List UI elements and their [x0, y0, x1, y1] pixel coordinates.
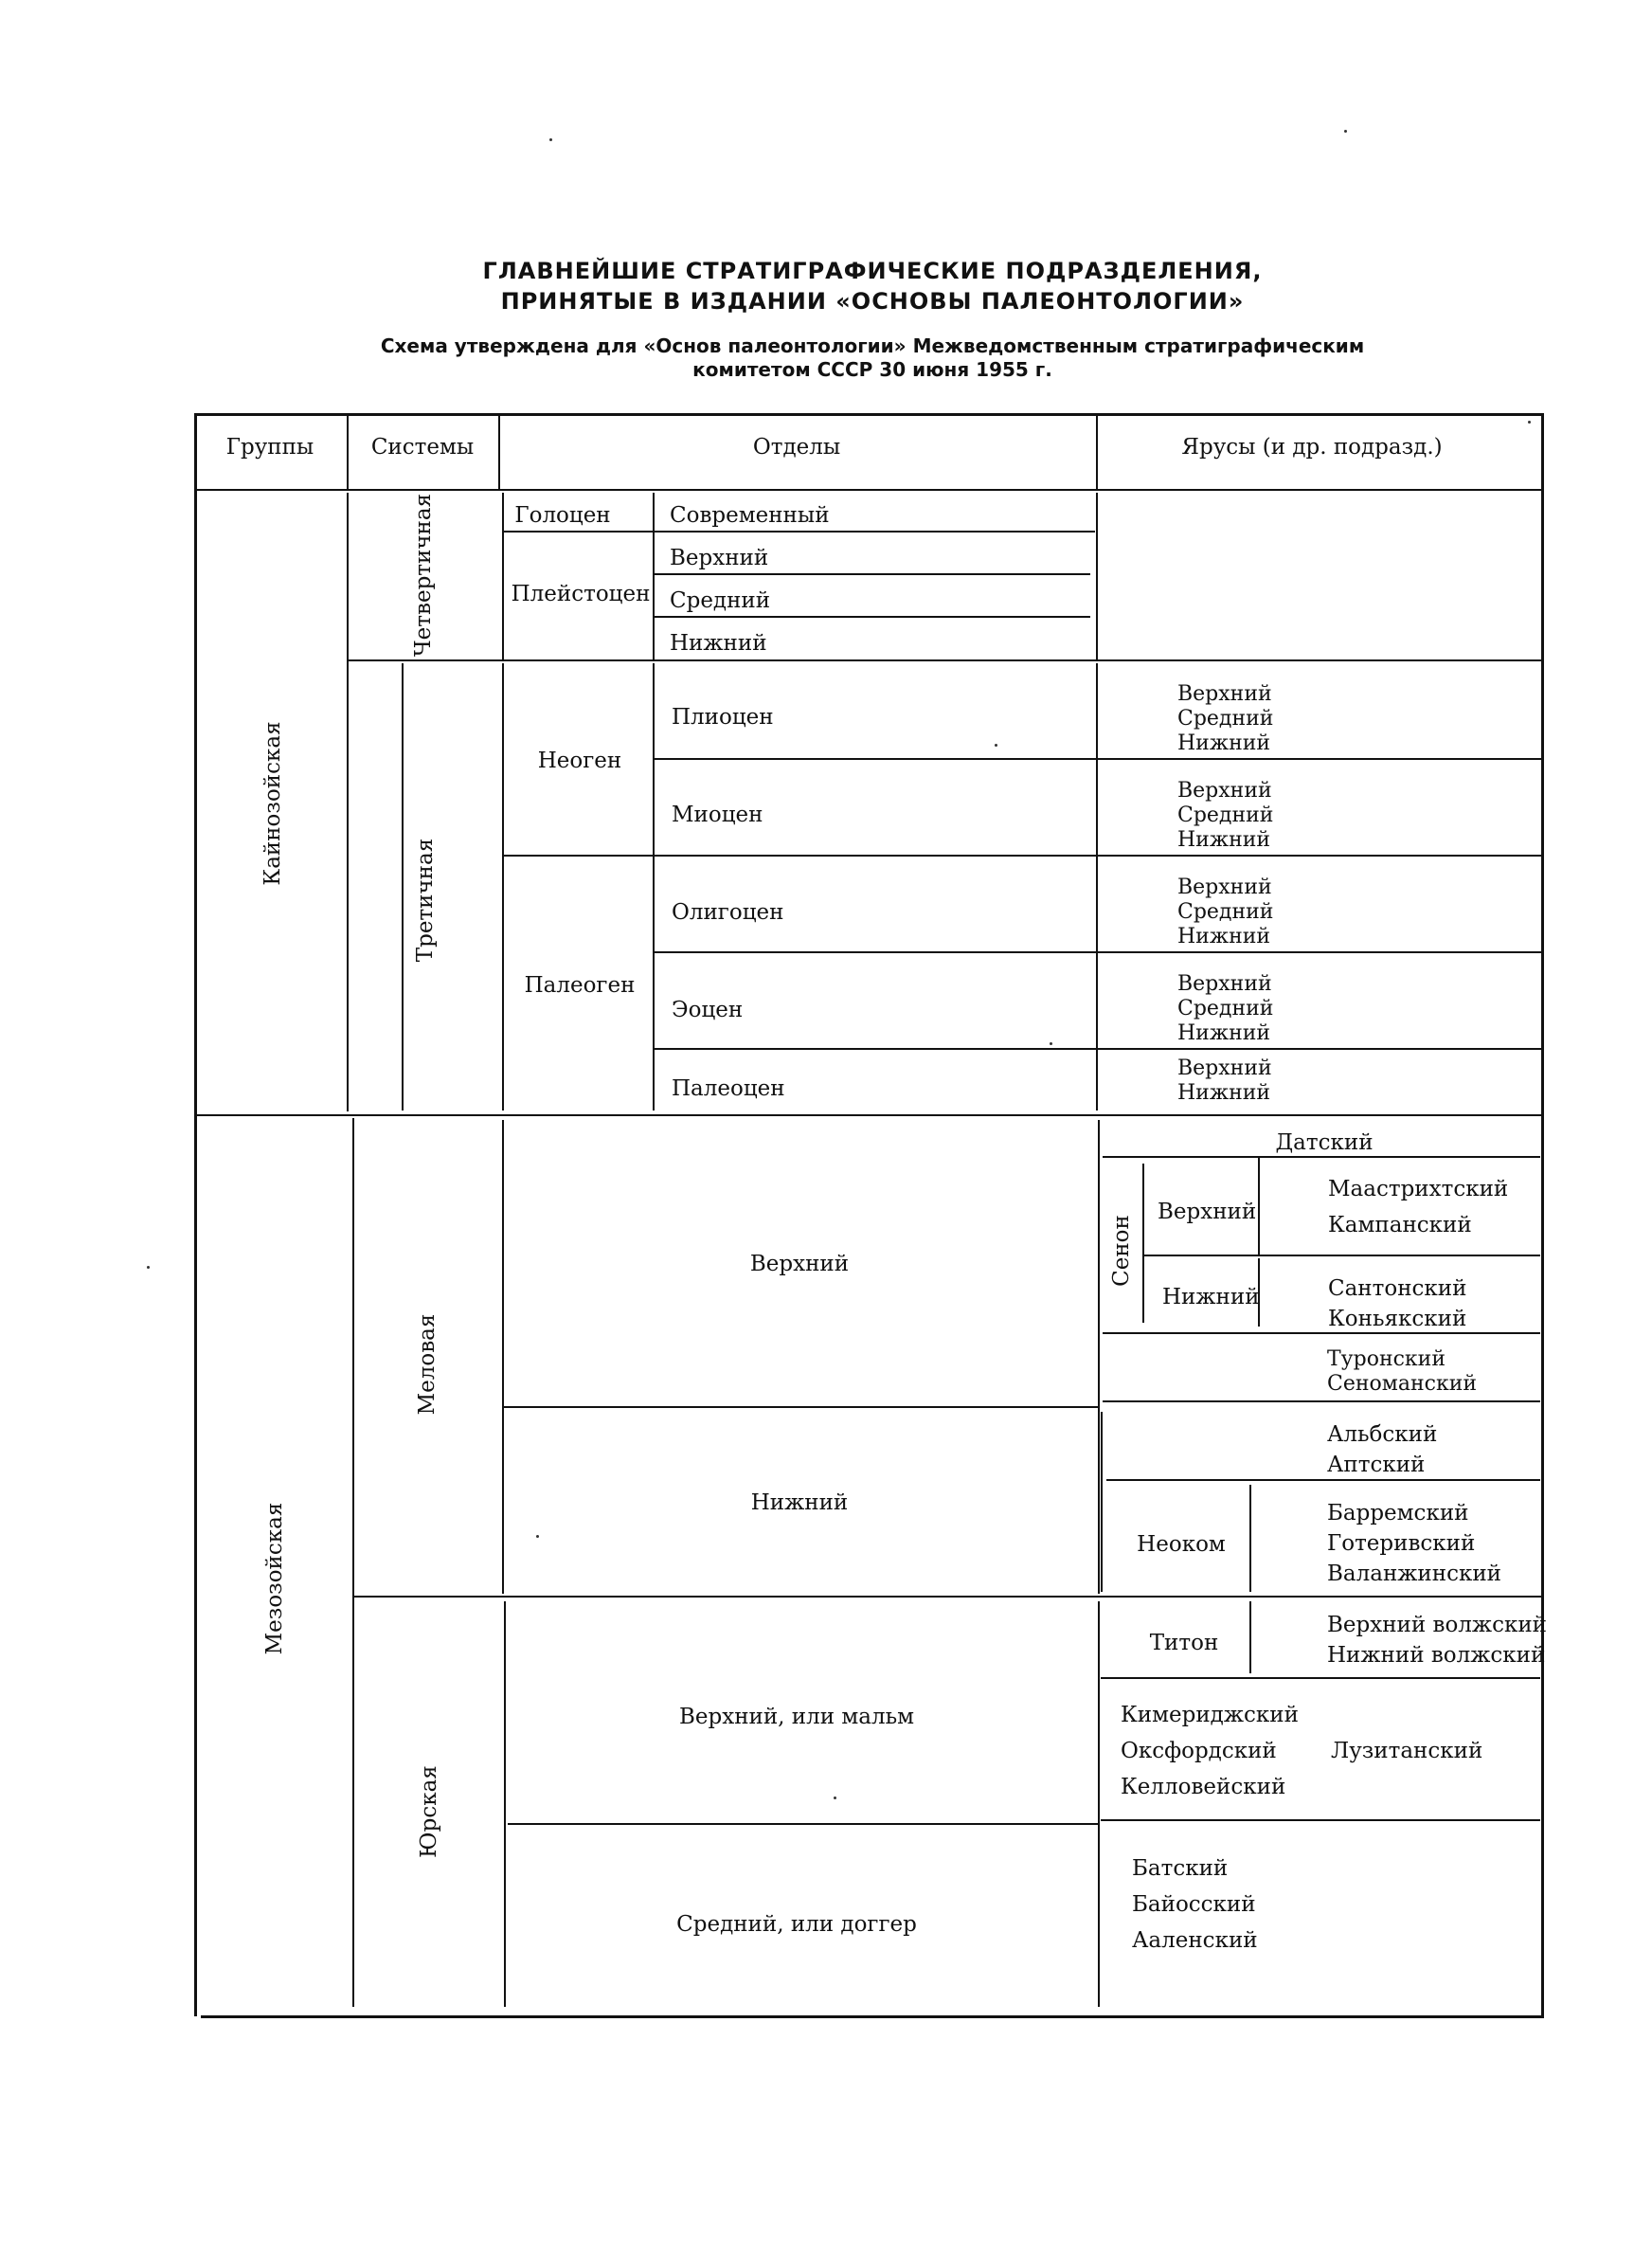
stage-rule — [1103, 1156, 1540, 1158]
senon-upper: Верхний — [1158, 1200, 1257, 1224]
senon-border — [1142, 1164, 1144, 1323]
stage-rule — [1101, 1819, 1540, 1821]
stage-item: Коньякский — [1328, 1307, 1467, 1331]
senon-lower-stages — [1328, 1273, 1466, 1334]
division-rule — [502, 531, 1095, 533]
table-bottom-rule — [201, 2015, 1544, 2018]
series-miocene: Миоцен — [672, 803, 763, 827]
document-title-line2: ПРИНЯТЫЕ В ИЗДАНИИ «ОСНОВЫ ПАЛЕОНТОЛОГИИ» — [500, 288, 1245, 315]
group-mesozoic: Мезозойская — [262, 1502, 287, 1655]
system-separator — [347, 659, 1544, 661]
stage-item: Средний — [1177, 900, 1274, 924]
stage-item: Верхний — [1177, 972, 1272, 996]
scan-speck — [549, 138, 552, 141]
scan-speck — [1050, 1042, 1052, 1045]
stage-item: Сантонский — [1328, 1276, 1467, 1301]
paleocene-stages — [1177, 1056, 1272, 1106]
system-border-left — [347, 493, 349, 1111]
stage-item: Сеноманский — [1327, 1372, 1478, 1396]
document-subtitle-line1: Схема утверждена для «Основ палеонтологии» Межведомственным стратиграфическим — [380, 334, 1365, 357]
stage-rule — [1106, 1479, 1540, 1481]
division-rule — [653, 758, 1544, 760]
table-top-rule — [194, 413, 1544, 416]
senon-sub-border — [1258, 1158, 1260, 1255]
division-holocene: Голоцен — [514, 503, 611, 528]
document-title-line1: ГЛАВНЕЙШИЕ СТРАТИГРАФИЧЕСКИЕ ПОДРАЗДЕЛЕНИЯ, — [482, 258, 1263, 284]
scan-speck — [834, 1797, 836, 1799]
scan-speck — [147, 1266, 150, 1269]
stage-border — [1098, 1120, 1100, 1594]
subdivision-senonian: Сенон — [1109, 1215, 1134, 1287]
header-stages: Ярусы (и др. подразд.) — [1181, 435, 1443, 460]
table-left-rule — [194, 413, 197, 2016]
division-rule — [653, 1048, 1544, 1050]
stage-item: Байосский — [1132, 1892, 1256, 1917]
senon-lower: Нижний — [1162, 1285, 1260, 1309]
subdivision-tithonian: Титон — [1149, 1631, 1219, 1655]
stage-rule — [1101, 1677, 1540, 1679]
stage-border — [1098, 1601, 1100, 2007]
stage-item: Келловейский — [1121, 1775, 1286, 1799]
stage-item: Средний — [1177, 707, 1274, 731]
jurassic-middle-stages — [1132, 1851, 1258, 1959]
neocomian-border — [1249, 1485, 1251, 1592]
stage-item: Нижний — [1177, 828, 1271, 852]
stage-item: Верхний — [1177, 1056, 1272, 1080]
pliocene-stages — [1177, 682, 1273, 756]
system-quaternary: Четвертичная — [411, 493, 436, 658]
subdivision-lower: Нижний — [670, 631, 767, 656]
header-systems: Системы — [370, 435, 475, 460]
stage-border — [1101, 1412, 1103, 1592]
oligocene-stages — [1177, 876, 1273, 949]
group-separator — [194, 1114, 1544, 1116]
stage-item: Нижний — [1177, 731, 1271, 755]
senon-upper-stages — [1328, 1171, 1508, 1243]
table-right-rule — [1541, 413, 1544, 2016]
stage-item: Средний — [1177, 997, 1274, 1020]
division-rule — [502, 855, 1544, 857]
division-rule — [653, 573, 1090, 575]
division-pleistocene: Плейстоцен — [511, 582, 651, 606]
stage-rule — [1103, 1400, 1540, 1402]
division-neogene: Неоген — [537, 749, 622, 773]
eocene-stages — [1177, 972, 1273, 1046]
stage-item: Валанжинский — [1327, 1562, 1501, 1586]
stage-border — [1096, 493, 1098, 659]
jurassic-upper-stages — [1121, 1697, 1299, 1805]
system-border-right — [504, 1601, 506, 2007]
series-pliocene: Плиоцен — [672, 705, 774, 730]
division-paleogene: Палеоген — [524, 973, 636, 998]
division-border — [502, 493, 504, 659]
division-border — [653, 663, 655, 1110]
stage-rule — [1142, 1255, 1540, 1256]
stage-item: Барремский — [1327, 1501, 1469, 1526]
system-border-right — [402, 663, 404, 1110]
stage-item: Нижний — [1177, 1021, 1271, 1045]
stage-item: Маастрихтский — [1328, 1177, 1509, 1201]
division-rule — [653, 616, 1090, 618]
stage-border — [1096, 663, 1098, 1110]
header-groups: Группы — [225, 435, 314, 460]
subdivision-neocomian: Неоком — [1137, 1532, 1226, 1557]
division-rule — [508, 1823, 1099, 1825]
system-cretaceous: Меловая — [415, 1313, 440, 1416]
division-jurassic-upper: Верхний, или мальм — [678, 1705, 915, 1729]
header-divider — [347, 413, 349, 489]
stage-item: Верхний — [1177, 876, 1272, 899]
division-border — [653, 493, 655, 659]
scan-speck — [536, 1535, 539, 1538]
header-divisions: Отделы — [752, 435, 841, 460]
system-border-right — [502, 1120, 504, 1594]
division-jurassic-middle: Средний, или доггер — [676, 1912, 917, 1937]
division-rule — [653, 951, 1544, 953]
series-eocene: Эоцен — [672, 998, 744, 1022]
stage-item: Нижний волжский — [1327, 1643, 1546, 1668]
neocomian-stages — [1327, 1498, 1501, 1589]
miocene-stages — [1177, 779, 1273, 853]
system-jurassic: Юрская — [417, 1765, 441, 1858]
stage-item: Альбский — [1327, 1422, 1438, 1447]
stage-item: Верхний волжский — [1327, 1613, 1547, 1637]
division-border — [502, 663, 504, 1110]
table-header-rule — [194, 489, 1544, 491]
system-border-left — [352, 1118, 354, 2007]
stage-item: Ааленский — [1132, 1928, 1258, 1953]
header-divider — [498, 413, 500, 489]
subdivision-middle: Средний — [670, 588, 771, 613]
stage-item: Батский — [1132, 1856, 1229, 1881]
scan-speck — [1528, 421, 1531, 424]
division-rule — [502, 1406, 1099, 1408]
stage-item: Кимериджский — [1121, 1703, 1299, 1727]
stage-item: Нижний — [1177, 1081, 1271, 1105]
series-paleocene: Палеоцен — [672, 1076, 785, 1101]
stage-rule — [1103, 1332, 1540, 1334]
document-subtitle-line2: комитетом СССР 30 июня 1955 г. — [692, 358, 1052, 381]
stage-item: Туронский — [1327, 1347, 1446, 1371]
stage-item: Верхний — [1177, 779, 1272, 803]
division-cretaceous-upper: Верхний — [749, 1252, 850, 1276]
system-separator — [352, 1596, 1544, 1598]
header-divider — [1096, 413, 1098, 489]
scan-speck — [995, 744, 997, 747]
subdivision-upper: Верхний — [670, 546, 769, 570]
stage-item: Верхний — [1177, 682, 1272, 706]
system-tertiary: Третичная — [413, 838, 438, 963]
group-cenozoic: Кайнозойская — [260, 721, 285, 886]
stage-danian: Датский — [1275, 1130, 1374, 1155]
tithonian-stages — [1327, 1610, 1547, 1670]
scan-speck — [1344, 130, 1347, 133]
stage-item: Кампанский — [1328, 1213, 1472, 1237]
turonian-cenomanian-stages — [1327, 1347, 1477, 1397]
stage-item: Готеривский — [1327, 1531, 1476, 1556]
albian-aptian-stages — [1327, 1419, 1437, 1480]
stage-item: Аптский — [1327, 1453, 1426, 1477]
series-oligocene: Олигоцен — [672, 900, 784, 925]
division-cretaceous-lower: Нижний — [750, 1490, 849, 1515]
stage-item: Средний — [1177, 803, 1274, 827]
stage-lusitanian: Лузитанский — [1331, 1739, 1483, 1763]
subdivision-modern: Современный — [670, 503, 830, 528]
stage-item: Нижний — [1177, 925, 1271, 948]
stage-item: Оксфордский — [1121, 1739, 1277, 1763]
tithonian-border — [1249, 1601, 1251, 1673]
